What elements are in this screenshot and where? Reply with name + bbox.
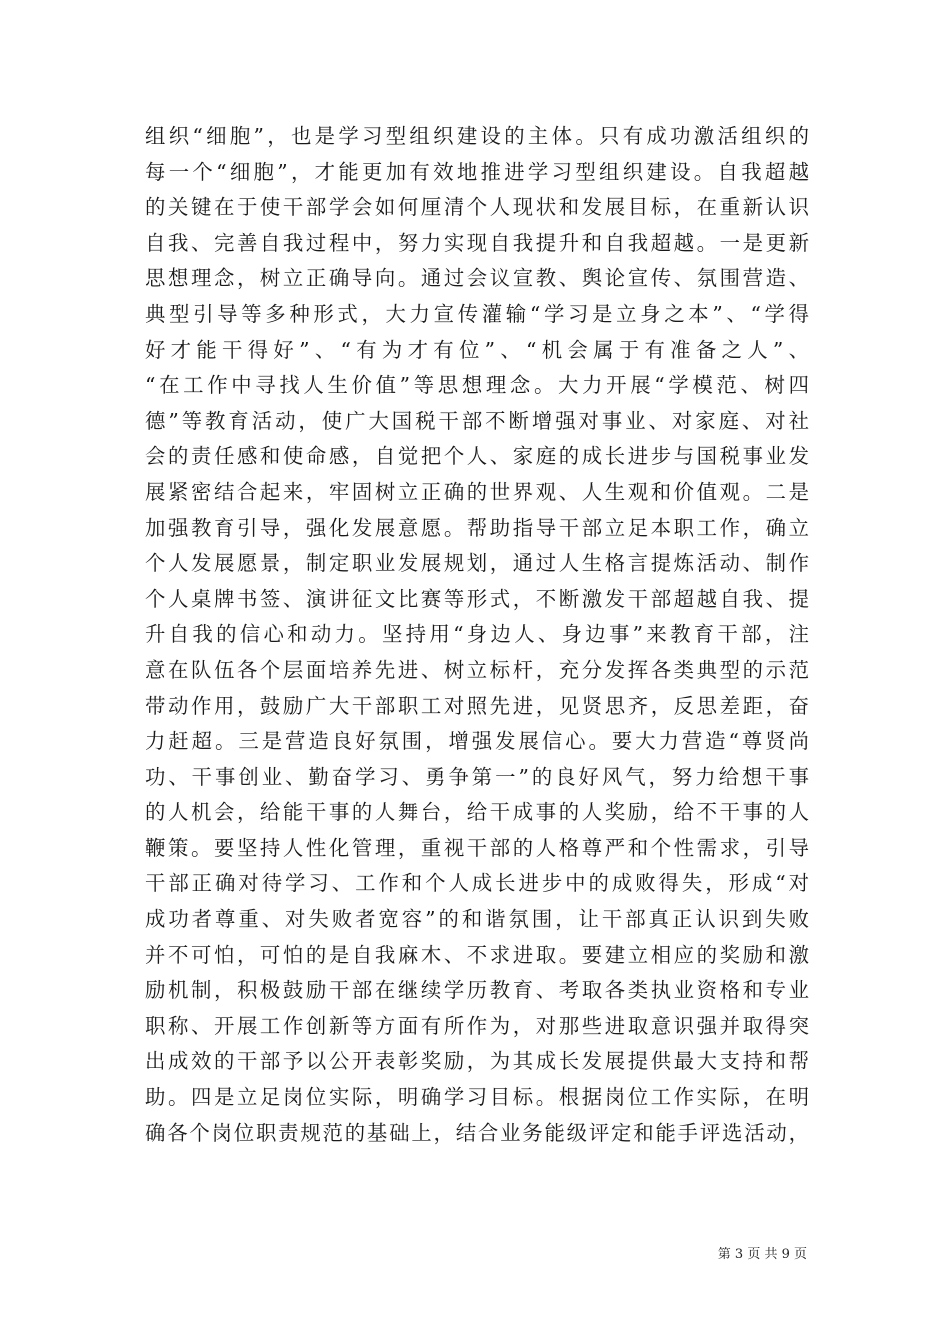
document-body (145, 119, 809, 1151)
text-line: 功、干事创业、勤奋学习、勇争第一”的良好风气，努力给想干事 (145, 764, 809, 789)
text-line: 带动作用，鼓励广大干部职工对照先进，见贤思齐，反思差距，奋 (145, 693, 809, 718)
text-line: 思想理念，树立正确导向。通过会议宣教、舆论宣传、氛围营造、 (145, 266, 809, 291)
text-line: 升自我的信心和动力。坚持用“身边人、身边事”来教育干部，注 (145, 622, 809, 647)
text-line: 组织“细胞”，也是学习型组织建设的主体。只有成功激活组织的 (145, 124, 809, 148)
text-line: 鞭策。要坚持人性化管理，重视干部的人格尊严和个性需求，引导 (145, 835, 809, 860)
text-line: 典型引导等多种形式，大力宣传灌输“学习是立身之本”、“学得 (145, 301, 809, 326)
text-line: 励机制，积极鼓励干部在继续学历教育、考取各类执业资格和专业 (145, 978, 809, 1003)
text-line: “在工作中寻找人生价值”等思想理念。大力开展“学模范、树四 (145, 373, 809, 398)
text-line: 干部正确对待学习、工作和个人成长进步中的成败得失，形成“对 (145, 871, 809, 896)
text-line: 会的责任感和使命感，自觉把个人、家庭的成长进步与国税事业发 (145, 444, 809, 469)
text-line: 职称、开展工作创新等方面有所作为，对那些进取意识强并取得突 (145, 1013, 809, 1038)
text-line: 自我、完善自我过程中，努力实现自我提升和自我超越。一是更新 (145, 230, 809, 255)
text-line: 意在队伍各个层面培养先进、树立标杆，充分发挥各类典型的示范 (145, 657, 809, 682)
text-line: 每一个“细胞”，才能更加有效地推进学习型组织建设。自我超越 (145, 159, 809, 184)
text-line: 成功者尊重、对失败者宽容”的和谐氛围，让干部真正认识到失败 (145, 907, 809, 932)
text-line: 展紧密结合起来，牢固树立正确的世界观、人生观和价值观。二是 (145, 479, 809, 504)
text-line: 确各个岗位职责规范的基础上，结合业务能级评定和能手评选活动， (145, 1120, 809, 1145)
page-number: 第 3 页 共 9 页 (717, 1247, 807, 1262)
text-line: 德”等教育活动，使广大国税干部不断增强对事业、对家庭、对社 (145, 408, 809, 433)
text-line: 力赶超。三是营造良好氛围，增强发展信心。要大力营造“尊贤尚 (145, 729, 809, 754)
text-line: 个人桌牌书签、演讲征文比赛等形式，不断激发干部超越自我、提 (145, 586, 809, 611)
text-line: 加强教育引导，强化发展意愿。帮助指导干部立足本职工作，确立 (145, 515, 809, 540)
text-line: 的关键在于使干部学会如何厘清个人现状和发展目标，在重新认识 (145, 195, 809, 220)
text-line: 的人机会，给能干事的人舞台，给干成事的人奖励，给不干事的人 (145, 800, 809, 825)
text-line: 出成效的干部予以公开表彰奖励，为其成长发展提供最大支持和帮 (145, 1049, 809, 1074)
text-line: 个人发展愿景，制定职业发展规划，通过人生格言提炼活动、制作 (145, 551, 809, 576)
text-line: 好才能干得好”、“有为才有位”、“机会属于有准备之人”、 (145, 337, 809, 362)
text-line: 助。四是立足岗位实际，明确学习目标。根据岗位工作实际，在明 (145, 1085, 809, 1110)
text-line: 并不可怕，可怕的是自我麻木、不求进取。要建立相应的奖励和激 (145, 942, 809, 967)
